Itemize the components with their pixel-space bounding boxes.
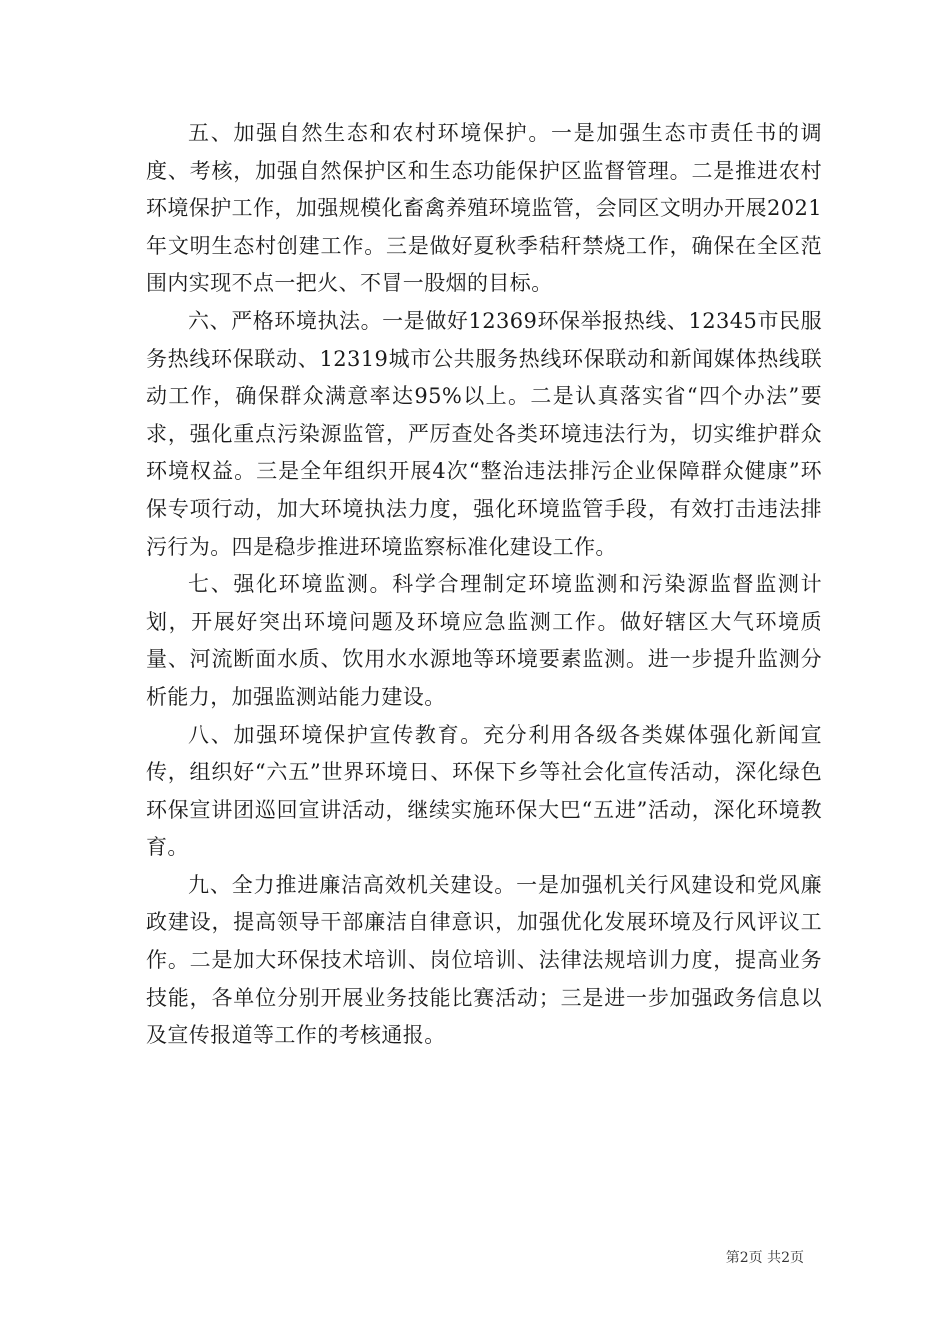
- page-number-footer: 第2页 共2页: [725, 1250, 804, 1266]
- paragraph-section-8: 八、加强环境保护宣传教育。充分利用各级各类媒体强化新闻宣传，组织好“六五”世界环境日、环保下乡等社会化宣传活动，深化绿色环保宣讲团巡回宣讲活动，继续实施环保大巴“五进”活动，深化环境教育。: [146, 722, 822, 860]
- paragraph-section-9: 九、全力推进廉洁高效机关建设。一是加强机关行风建设和党风廉政建设，提高领导干部廉洁自律意识，加强优化发展环境及行风评议工作。二是加大环保技术培训、岗位培训、法律法规培训力度，提高业务技能，各单位分别开展业务技能比赛活动；三是进一步加强政务信息以及宣传报道等工作的考核通报。: [146, 872, 822, 1048]
- paragraph-section-7: 七、强化环境监测。科学合理制定环境监测和污染源监督监测计划，开展好突出环境问题及环境应急监测工作。做好辖区大气环境质量、河流断面水质、饮用水水源地等环境要素监测。进一步提升监测分析能力，加强监测站能力建设。: [146, 572, 822, 709]
- paragraph-section-6: 六、严格环境执法。一是做好12369环保举报热线、12345市民服务热线环保联动、12319城市公共服务热线环保联动和新闻媒体热线联动工作，确保群众满意率达95%以上。二是认真落实省“四个办法”要求，强化重点污染源监管，严厉查处各类环境违法行为，切实维护群众环境权益。三是全年组织开展4次“整治违法排污企业保障群众健康”环保专项行动，加大环境执法力度，强化环境监管手段，有效打击违法排污行为。四是稳步推进环境监察标准化建设工作。: [146, 308, 822, 559]
- paragraph-section-5: 五、加强自然生态和农村环境保护。一是加强生态市责任书的调度、考核，加强自然保护区和生态功能保护区监督管理。二是推进农村环境保护工作，加强规模化畜禽养殖环境监管，会同区文明办开展2021年文明生态村创建工作。三是做好夏秋季秸秆禁烧工作，确保在全区范围内实现不点一把火、不冒一股烟的目标。: [146, 121, 822, 296]
- document-body: [146, 115, 822, 1055]
